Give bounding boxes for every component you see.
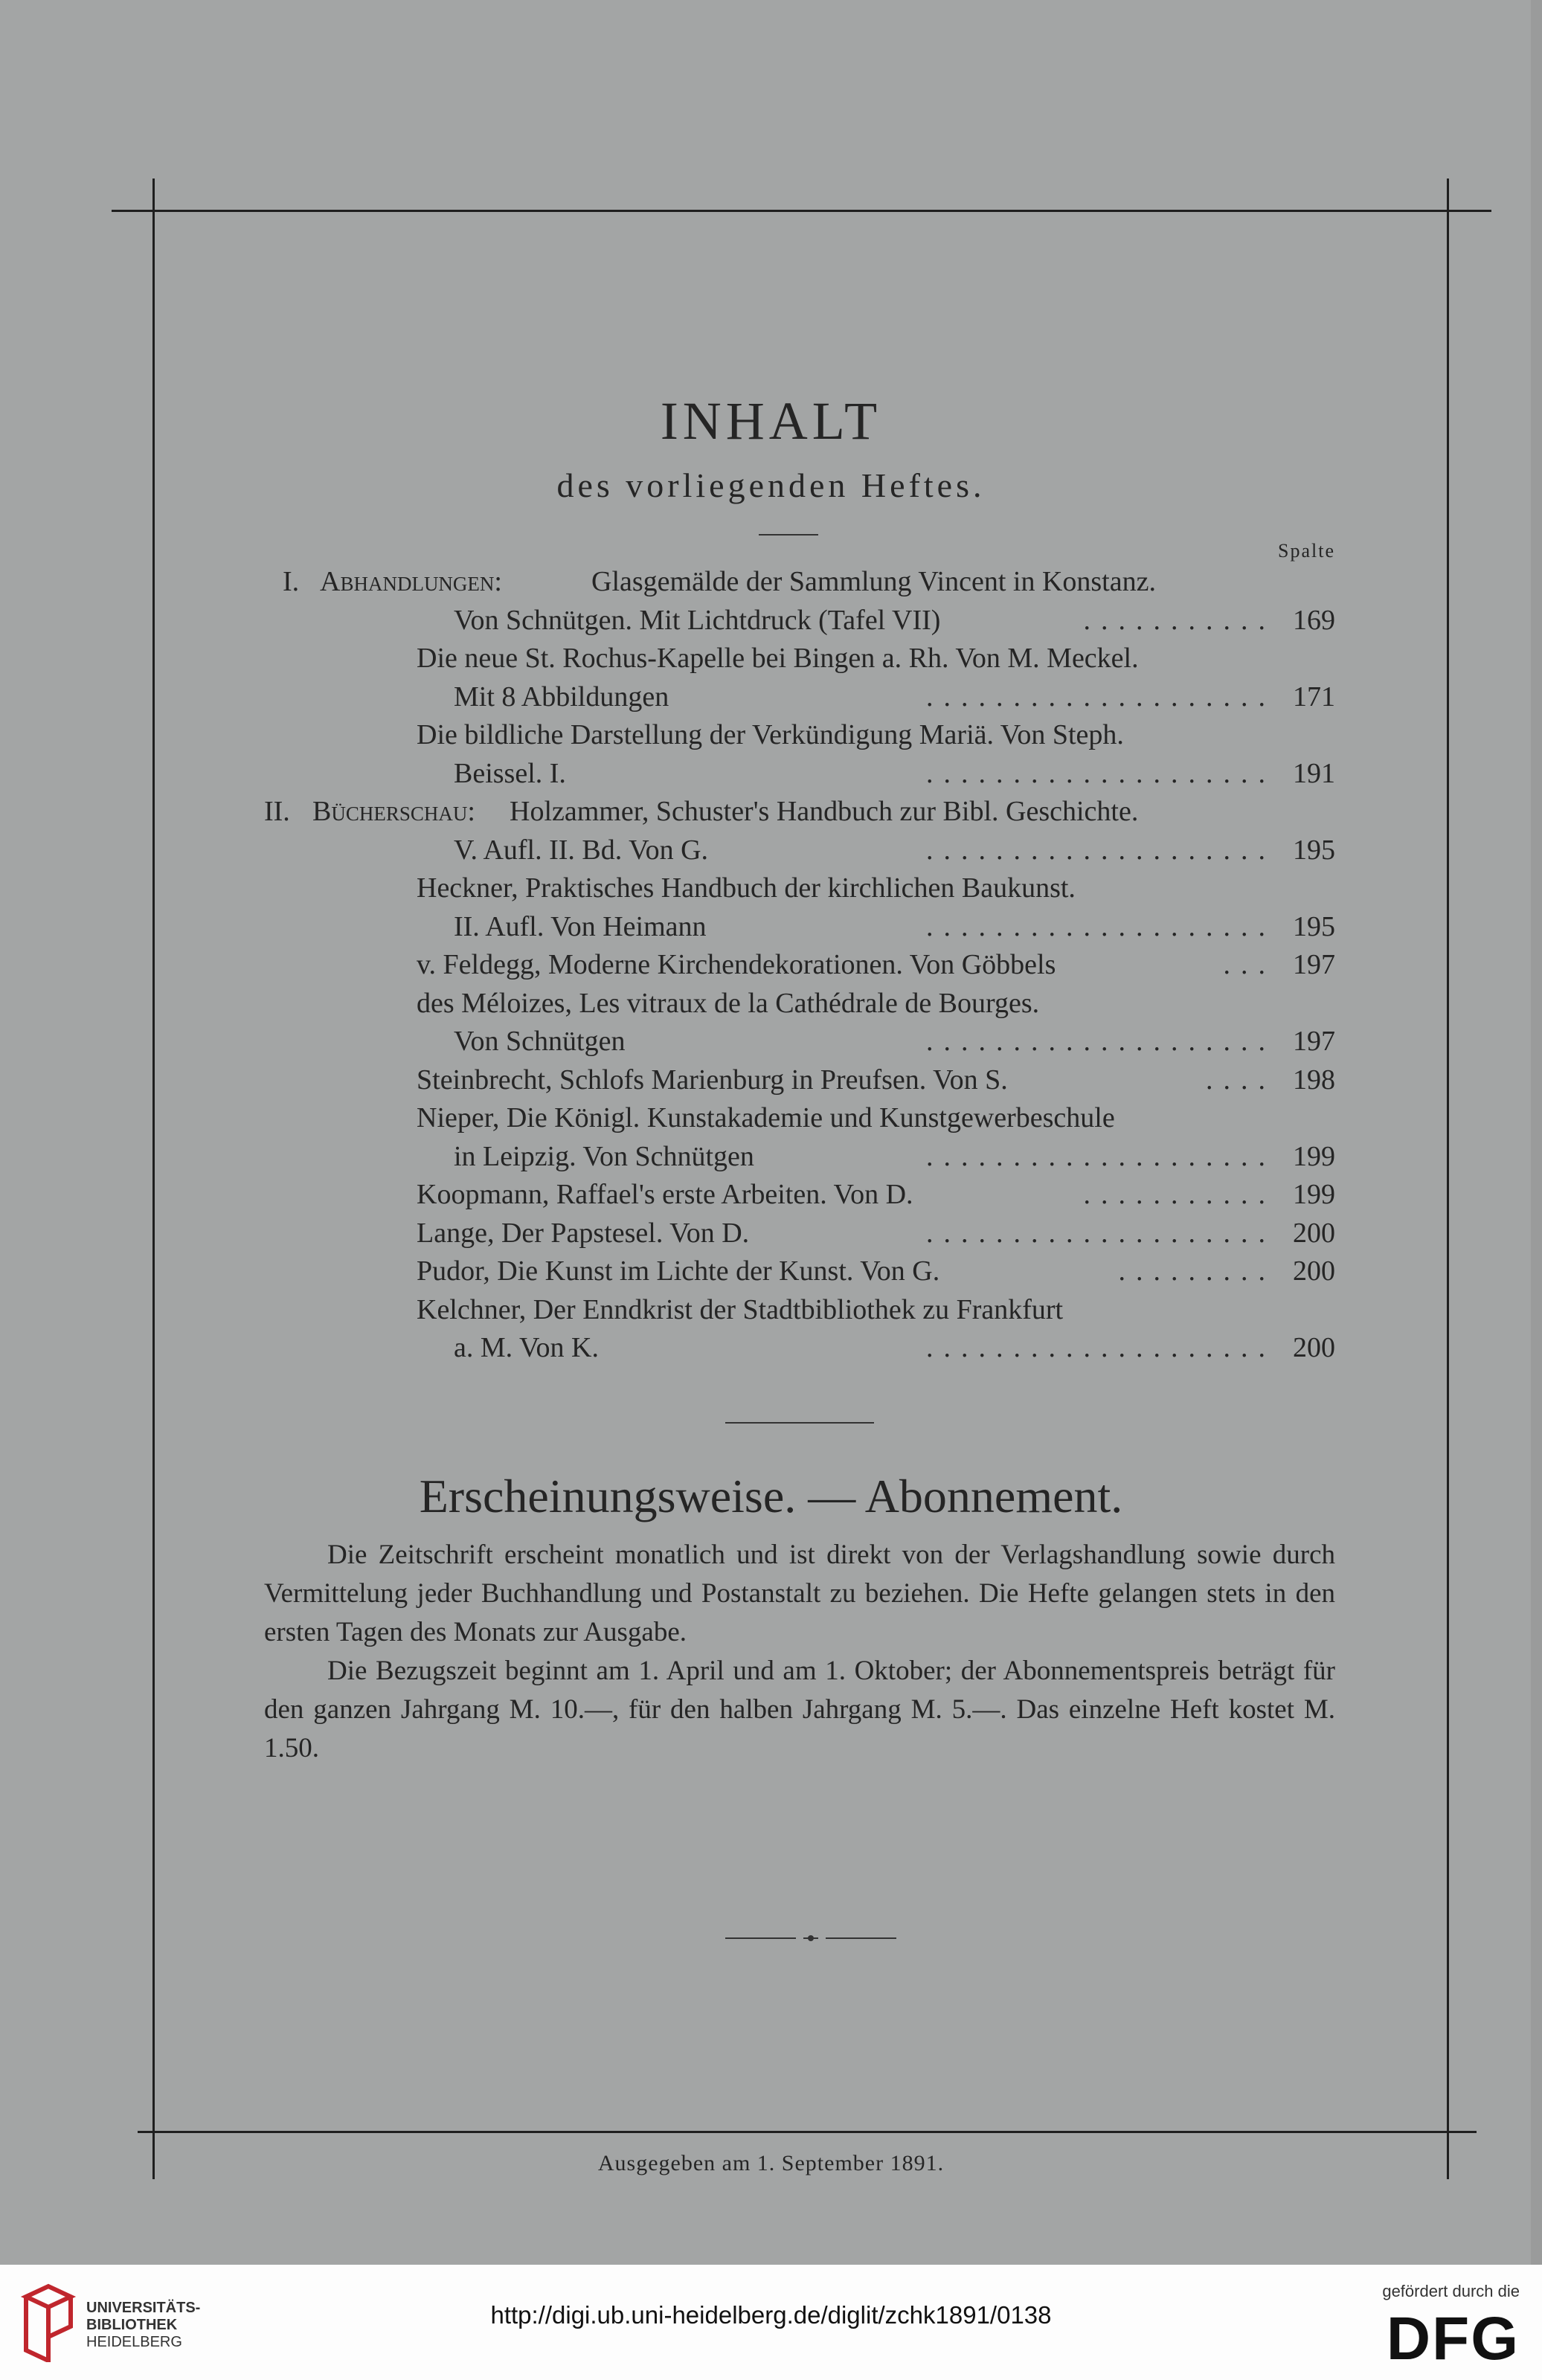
toc-leader-dots: ....................	[926, 757, 1276, 789]
toc-row	[264, 834, 1335, 872]
toc-page-number[interactable]: 199	[1293, 1140, 1335, 1172]
toc-row	[264, 757, 1335, 796]
toc-row	[264, 681, 1335, 719]
paragraph: Die Zeitschrift erscheint monatlich und ist direkt von der Verlagshandlung sowie durch Vermittelung jeder Buchhandlung und Postanstalt zu beziehen. Die Hefte gelangen stets in den ersten Tagen des Monats zur Ausgabe.	[264, 1540, 1335, 1647]
section-heading: Erscheinungsweise. — Abonnement.	[419, 1470, 1123, 1522]
toc-page-number[interactable]: 195	[1293, 834, 1335, 866]
toc-entry-text: Von Schnütgen	[454, 1026, 626, 1057]
toc-page-number[interactable]: 195	[1293, 910, 1335, 942]
toc-row	[264, 1293, 1335, 1332]
divider-short	[759, 534, 818, 536]
toc-leader-dots: ....................	[926, 1026, 1276, 1057]
toc-row	[264, 1178, 1335, 1217]
toc-page-number[interactable]: 200	[1293, 1255, 1335, 1287]
paragraph: Die Bezugszeit beginnt am 1. April und am 1. Oktober; der Abonnementspreis beträgt für den ganzen Jahrgang M. 10.—, für den halben Jahrgang M. 5.—. Das einzelne Heft kostet M. 1.50.	[264, 1656, 1335, 1763]
toc-leader-dots: ...........	[1083, 1179, 1276, 1210]
toc-leader-dots: ....	[1206, 1064, 1276, 1096]
toc-entry-text: Mit 8 Abbildungen	[454, 681, 669, 713]
page-subtitle: des vorliegenden Heftes.	[556, 466, 986, 504]
toc-page-number[interactable]: 199	[1293, 1179, 1335, 1210]
column-heading: Spalte	[1278, 540, 1335, 562]
toc-row	[264, 872, 1335, 910]
toc-section-number: II.	[264, 796, 290, 827]
toc-entry-text: Die bildliche Darstellung der Verkündigung Mariä. Von Steph.	[417, 719, 1124, 750]
toc-leader-dots: ....................	[926, 681, 1276, 713]
toc-entry-text: a. M. Von K.	[454, 1332, 599, 1363]
toc-row	[264, 1255, 1335, 1293]
toc-section-number: I.	[283, 566, 300, 597]
toc-leader-dots: ....................	[926, 834, 1276, 866]
toc-leader-dots: ....................	[926, 910, 1276, 942]
toc-entry-text: Kelchner, Der Enndkrist der Stadtbibliothek zu Frankfurt	[417, 1293, 1064, 1325]
toc-page-number[interactable]: 197	[1293, 1026, 1335, 1057]
subscription-text	[264, 1536, 1335, 1768]
toc-entry-text: Koopmann, Raffael's erste Arbeiten. Von D.	[417, 1179, 913, 1210]
toc-row	[264, 987, 1335, 1026]
toc-entry-text: des Méloizes, Les vitraux de la Cathédrale de Bourges.	[417, 987, 1040, 1019]
toc-row	[264, 1025, 1335, 1064]
toc-row	[264, 642, 1335, 681]
library-line: UNIVERSITÄTS-	[86, 2300, 201, 2316]
divider-mid	[725, 1422, 874, 1424]
toc-entry-text: Heckner, Praktisches Handbuch der kirchlichen Baukunst.	[417, 872, 1076, 904]
toc-leader-dots: ....................	[926, 1140, 1276, 1172]
toc-row	[264, 604, 1335, 643]
toc-row	[264, 1217, 1335, 1255]
permalink-url[interactable]: http://digi.ub.uni-heidelberg.de/diglit/zchk1891/0138	[490, 2301, 1052, 2329]
toc-page-number[interactable]: 200	[1293, 1332, 1335, 1363]
funding-text: gefördert durch die	[1382, 2282, 1520, 2300]
toc-entry-text: Beissel. I.	[454, 757, 566, 789]
toc-section-label: Abhandlungen:	[320, 566, 502, 597]
toc-row	[264, 910, 1335, 949]
toc-row	[264, 1101, 1335, 1140]
library-line: HEIDELBERG	[86, 2334, 182, 2350]
frame-top-rule	[112, 210, 1491, 212]
toc-entry-text: Steinbrecht, Schlofs Marienburg in Preufsen. Von S.	[417, 1064, 1008, 1096]
toc-page-number[interactable]: 171	[1293, 681, 1335, 713]
toc-row	[264, 948, 1335, 987]
toc-entry-text: Von Schnütgen. Mit Lichtdruck (Tafel VII)	[454, 604, 941, 636]
toc-row	[264, 1064, 1335, 1102]
toc-leader-dots: ....................	[926, 1332, 1276, 1363]
toc-page-number[interactable]: 198	[1293, 1064, 1335, 1096]
toc-leader-dots: ...	[1223, 949, 1276, 980]
toc-entry-text: Holzammer, Schuster's Handbuch zur Bibl. Geschichte.	[510, 796, 1139, 827]
toc-entry-text: Pudor, Die Kunst im Lichte der Kunst. Von G.	[417, 1255, 940, 1287]
toc-entry-text: II. Aufl. Von Heimann	[454, 910, 707, 942]
dfg-logo[interactable]: DFG	[1386, 2305, 1520, 2373]
toc-row	[264, 1140, 1335, 1179]
toc-page-number[interactable]: 169	[1293, 604, 1335, 636]
toc-page-number[interactable]: 200	[1293, 1217, 1335, 1249]
issue-date: Ausgegeben am 1. September 1891.	[597, 2151, 945, 2175]
toc-entry-text: Lange, Der Papstesel. Von D.	[417, 1217, 750, 1249]
toc-section-label: Bücherschau:	[312, 796, 475, 827]
toc-entry-text: Glasgemälde der Sammlung Vincent in Konstanz.	[591, 566, 1156, 597]
toc-entry-text: Nieper, Die Königl. Kunstakademie und Kunstgewerbeschule	[417, 1102, 1115, 1133]
toc-entry-text: V. Aufl. II. Bd. Von G.	[454, 834, 709, 866]
toc-row	[264, 565, 1335, 604]
toc-row	[264, 795, 1335, 834]
toc-entry-text: Die neue St. Rochus-Kapelle bei Bingen a. Rh. Von M. Meckel.	[417, 643, 1139, 674]
toc-leader-dots: ...........	[1083, 604, 1276, 636]
toc-entry-text: in Leipzig. Von Schnütgen	[454, 1140, 754, 1172]
page-title: INHALT	[660, 391, 882, 451]
frame-bottom-rule	[138, 2131, 1477, 2133]
toc-page-number[interactable]: 191	[1293, 757, 1335, 789]
toc-page-number[interactable]: 197	[1293, 949, 1335, 980]
toc-row	[264, 1331, 1335, 1370]
toc-row	[264, 718, 1335, 757]
toc-leader-dots: ....................	[926, 1217, 1276, 1249]
toc-leader-dots: .........	[1118, 1255, 1276, 1287]
library-line: BIBLIOTHEK	[86, 2317, 178, 2333]
toc-entry-text: v. Feldegg, Moderne Kirchendekorationen. Von Göbbels	[417, 949, 1056, 980]
ornament-divider	[725, 1931, 896, 1946]
